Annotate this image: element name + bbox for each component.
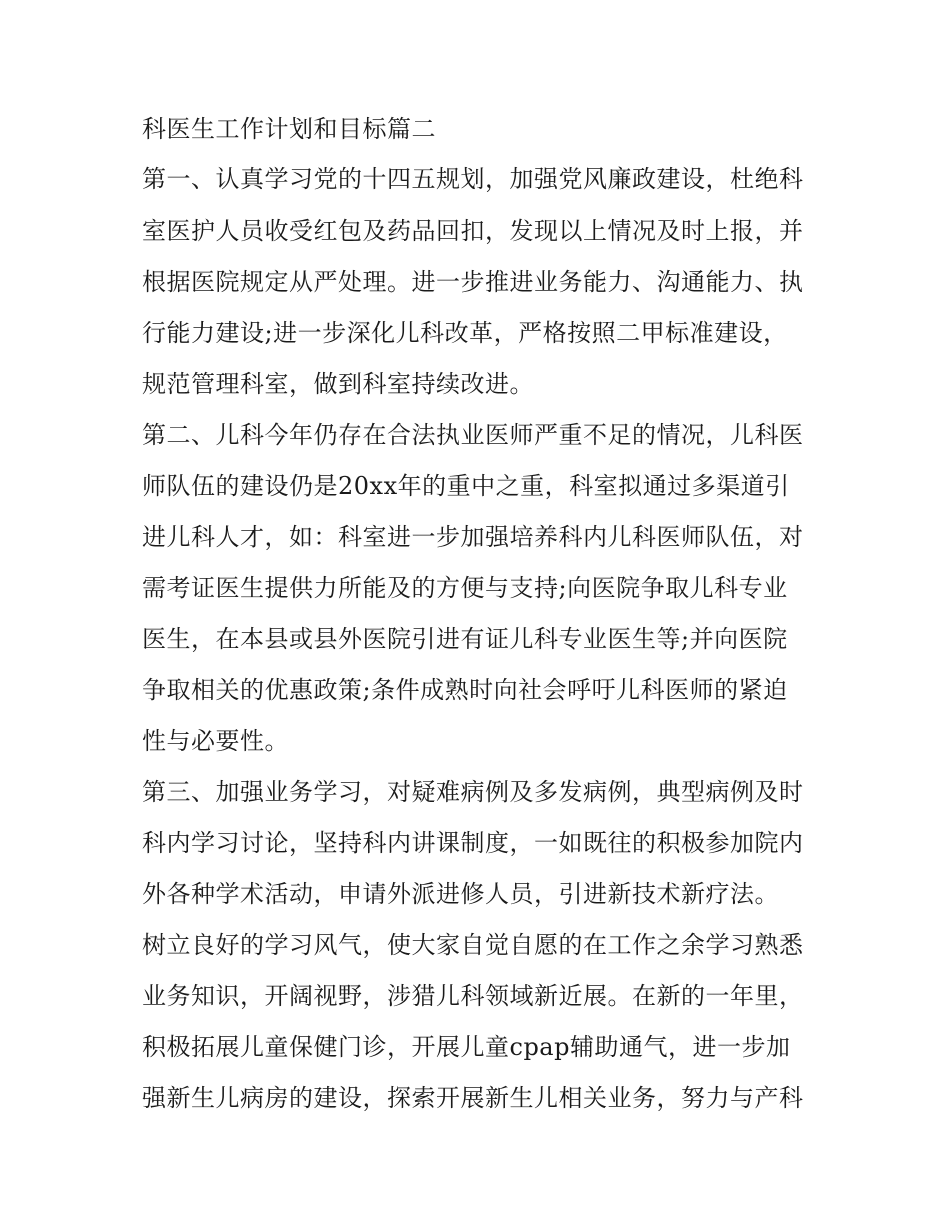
text-line: 第二、儿科今年仍存在合法执业医师严重不足的情况，儿科医 (142, 421, 804, 449)
document-title: 科医生工作计划和目标篇二 (142, 115, 436, 143)
text-line: 根据医院规定从严处理。进一步推进业务能力、沟通能力、执 (142, 268, 804, 296)
text-line: 第三、加强业务学习，对疑难病例及多发病例，典型病例及时 (142, 778, 804, 806)
text-line: 科内学习讨论，坚持科内讲课制度，一如既往的积极参加院内 (142, 829, 804, 857)
text-line: 树立良好的学习风气，使大家自觉自愿的在工作之余学习熟悉 (142, 931, 804, 959)
text-line: 第一、认真学习党的十四五规划，加强党风廉政建设，杜绝科 (142, 165, 804, 193)
text-line: 外各种学术活动，申请外派进修人员，引进新技术新疗法。 (142, 880, 779, 908)
text-line: 强新生儿病房的建设，探索开展新生儿相关业务，努力与产科 (142, 1084, 804, 1112)
text-line: 室医护人员收受红包及药品回扣，发现以上情况及时上报，并 (142, 217, 804, 245)
text-line: 积极拓展儿童保健门诊，开展儿童cpap辅助通气，进一步加 (142, 1033, 791, 1061)
text-line: 需考证医生提供力所能及的方便与支持;向医院争取儿科专业 (142, 574, 788, 602)
text-line: 争取相关的优惠政策;条件成熟时向社会呼吁儿科医师的紧迫 (142, 676, 788, 704)
text-line: 进儿科人才，如：科室进一步加强培养科内儿科医师队伍，对 (142, 523, 804, 551)
text-line: 业务知识，开阔视野，涉猎儿科领域新近展。在新的一年里， (142, 982, 804, 1010)
text-line: 行能力建设;进一步深化儿科改革，严格按照二甲标准建设， (142, 319, 788, 347)
text-line: 性与必要性。 (142, 727, 289, 755)
text-line: 规范管理科室，做到科室持续改进。 (142, 370, 534, 398)
text-line: 医生，在本县或县外医院引进有证儿科专业医生等;并向医院 (142, 625, 788, 653)
text-line: 师队伍的建设仍是20xx年的重中之重，科室拟通过多渠道引 (142, 472, 790, 500)
